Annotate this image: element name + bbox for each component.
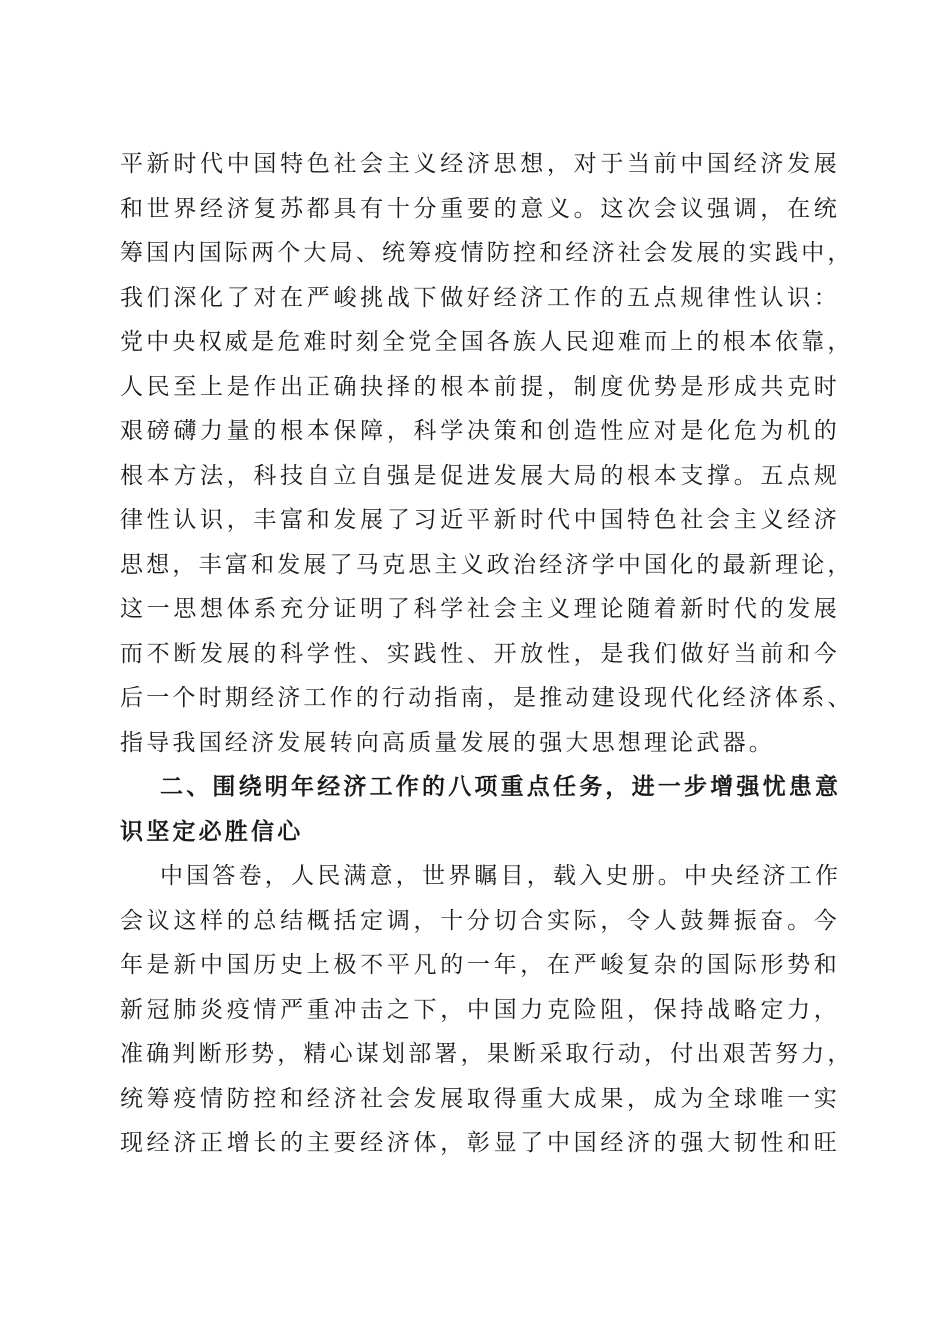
text-line: 这一思想体系充分证明了科学社会主义理论随着新时代的发展 [120, 596, 840, 622]
heading-line: 识坚定必胜信心 [120, 818, 304, 845]
text-line: 后一个时期经济工作的行动指南，是推动建设现代化经济体系、 [120, 685, 854, 711]
section-heading [120, 765, 840, 854]
heading-line: 二、围绕明年经济工作的八项重点任务，进一步增强忧患意 [160, 774, 842, 800]
paragraph-2 [120, 854, 854, 1166]
text-line: 年是新中国历史上极不平凡的一年，在严峻复杂的国际形势和 [120, 952, 840, 978]
text-line: 根本方法，科技自立自强是促进发展大局的根本支撑。五点规 [120, 462, 840, 489]
text-line: 和世界经济复苏都具有十分重要的意义。这次会议强调，在统 [120, 195, 840, 222]
text-line: 我们深化了对在严峻挑战下做好经济工作的五点规律性认识： [120, 284, 840, 311]
text-line: 艰磅礴力量的根本保障，科学决策和创造性应对是化危为机的 [120, 418, 840, 444]
text-line: 会议这样的总结概括定调，十分切合实际，令人鼓舞振奋。今 [120, 907, 840, 934]
text-line: 筹国内国际两个大局、统筹疫情防控和经济社会发展的实践中， [120, 240, 854, 266]
text-line: 平新时代中国特色社会主义经济思想，对于当前中国经济发展 [120, 151, 840, 177]
text-line: 现经济正增长的主要经济体，彰显了中国经济的强大韧性和旺 [120, 1130, 840, 1156]
text-line: 指导我国经济发展转向高质量发展的强大思想理论武器。 [120, 729, 775, 756]
text-line: 党中央权威是危难时刻全党全国各族人民迎难而上的根本依靠， [120, 329, 854, 355]
text-line: 而不断发展的科学性、实践性、开放性，是我们做好当前和今 [120, 640, 840, 667]
text-line: 新冠肺炎疫情严重冲击之下，中国力克险阻，保持战略定力， [120, 996, 840, 1023]
text-line: 思想，丰富和发展了马克思主义政治经济学中国化的最新理论， [120, 551, 854, 578]
text-line: 准确判断形势，精心谋划部署，果断采取行动，付出艰苦努力， [120, 1041, 854, 1067]
text-line: 人民至上是作出正确抉择的根本前提，制度优势是形成共克时 [120, 373, 840, 400]
document-body [120, 142, 854, 1166]
text-line: 中国答卷，人民满意，世界瞩目，载入史册。中央经济工作 [160, 863, 842, 889]
paragraph-1 [120, 142, 854, 765]
text-line: 律性认识，丰富和发展了习近平新时代中国特色社会主义经济 [120, 507, 840, 533]
text-line: 统筹疫情防控和经济社会发展取得重大成果，成为全球唯一实 [120, 1085, 840, 1112]
